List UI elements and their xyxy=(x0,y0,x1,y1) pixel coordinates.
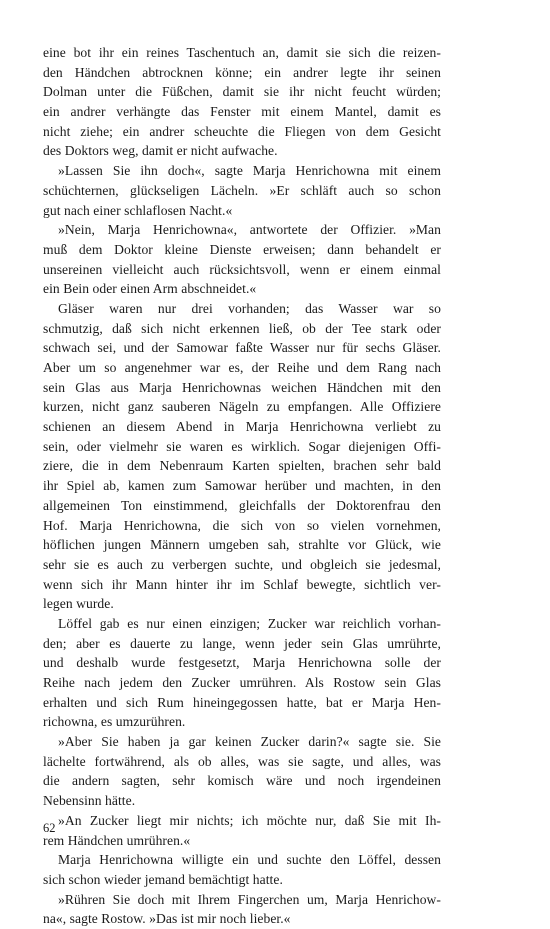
text-line: Aber um so angenehmer war es, der Reihe und dem Rang nach xyxy=(43,360,441,375)
text-line: sehr sie es auch zu verbergen suchte, und obgleich sie jedesmal, xyxy=(43,556,441,572)
text-line: allgemeinen Ton einstimmend, gleichfalls der Doktorenfrau den xyxy=(43,497,441,513)
text-line: kurzen, nicht ganz sauberen Nägeln zu empfangen. Alle Offiziere xyxy=(43,399,441,415)
text-line: gut nach einer schlaflosen Nacht.« xyxy=(43,202,233,218)
text-line: sich schon wieder jemand bemächtigt hatte. xyxy=(43,871,283,887)
text-line: »Aber Sie haben ja gar keinen Zucker darin?« sagte sie. Sie xyxy=(58,734,441,750)
text-line: Hof. Marja Henrichowna, die sich von so vielen vornehmen, xyxy=(43,517,441,533)
text-line: sein Glas aus Marja Henrichownas weichen Händchen mit den xyxy=(43,379,441,395)
text-line: lächelte fortwährend, als ob alles, was sie sagte, und alles, was xyxy=(43,753,441,769)
text-line: »Nein, Marja Henrichowna«, antwortete der Offizier. »Man xyxy=(58,222,441,238)
text-line: muß dem Doktor kleine Dienste erweisen; dann behandelt er xyxy=(43,241,441,257)
text-line: nicht ziehe; ein andrer scheuchte die Fliegen von dem Gesicht xyxy=(43,123,441,139)
page-number: 62 xyxy=(43,821,56,835)
text-line: »Rühren Sie doch mit Ihrem Fingerchen um, Marja Henrichow- xyxy=(58,891,441,907)
text-line: den Händchen abtrocknen könne; ein andrer legte ihr seinen xyxy=(43,64,441,80)
text-line: schienen an diesem Abend in Marja Henrichowna verliebt zu xyxy=(43,419,441,435)
text-line: rem Händchen umrühren.« xyxy=(43,832,191,848)
text-line: erhalten und sich Rum hineingegossen hatte, bat er Marja Hen- xyxy=(43,694,441,710)
text-line: die andern sagten, sehr komisch wäre und noch irgendeinen xyxy=(43,773,441,789)
text-line: wenn sich ihr Mann hinter ihr im Schlaf bewegte, sichtlich ver- xyxy=(43,576,441,592)
text-line: richowna, es umzurühren. xyxy=(43,714,186,730)
text-line: den; aber es dauerte zu lange, wenn jeder sein Glas umrührte, xyxy=(43,635,441,651)
text-line: und deshalb wurde festgesetzt, Marja Henrichowna solle der xyxy=(43,655,441,671)
text-line: »Lassen Sie ihn doch«, sagte Marja Henrichowna mit einem xyxy=(58,163,441,179)
text-line: des Doktors weg, damit er nicht aufwache. xyxy=(43,143,278,159)
text-line: schwach sei, und der Samowar faßte Wasser nur für sechs Gläser. xyxy=(43,340,441,356)
text-line: Gläser waren nur drei vorhanden; das Wasser war so xyxy=(58,300,441,316)
text-line: schmutzig, daß sich nicht erkennen ließ, ob der Tee stark oder xyxy=(43,320,441,336)
text-line: Marja Henrichowna willigte ein und suchte den Löffel, dessen xyxy=(58,852,441,868)
text-line: höflichen jungen Männern umgeben sah, strahlte vor Glück, wie xyxy=(43,537,441,553)
text-line: Dolman unter die Füßchen, damit sie ihr nicht feucht würden; xyxy=(43,84,441,100)
text-line: Reihe nach jedem den Zucker umrühren. Als Rostow sein Glas xyxy=(43,675,441,690)
text-line: unsereinen vielleicht auch rücksichtsvoll, wenn er einem einmal xyxy=(43,261,441,277)
text-line: ziere, die in dem Nebenraum Karten spielten, brachen sehr bald xyxy=(43,458,441,474)
text-line: eine bot ihr ein reines Taschentuch an, damit sie sich die reizen- xyxy=(43,45,441,60)
text-line: ein andrer verhängte das Fenster mit einem Mantel, damit es xyxy=(43,104,441,120)
text-line: sein, oder vielmehr sie waren es wirklich. Sogar diejenigen Offi- xyxy=(43,438,441,454)
text-line: schüchternen, glückseligen Lächeln. »Er schläft auch so schon xyxy=(43,182,441,198)
text-line: »An Zucker liegt mir nichts; ich möchte nur, daß Sie mit Ih- xyxy=(58,812,441,828)
text-line: Löffel gab es nur einen einzigen; Zucker war reichlich vorhan- xyxy=(58,615,441,631)
text-line: Nebensinn hätte. xyxy=(43,793,136,809)
text-line: ihr Spiel ab, kamen zum Samowar herüber und machten, in den xyxy=(43,478,441,494)
text-line: legen wurde. xyxy=(43,596,114,612)
text-line: na«, sagte Rostow. »Das ist mir noch lieber.« xyxy=(43,911,291,927)
body-text xyxy=(43,43,441,929)
text-line: ein Bein oder einen Arm abschneidet.« xyxy=(43,281,257,297)
